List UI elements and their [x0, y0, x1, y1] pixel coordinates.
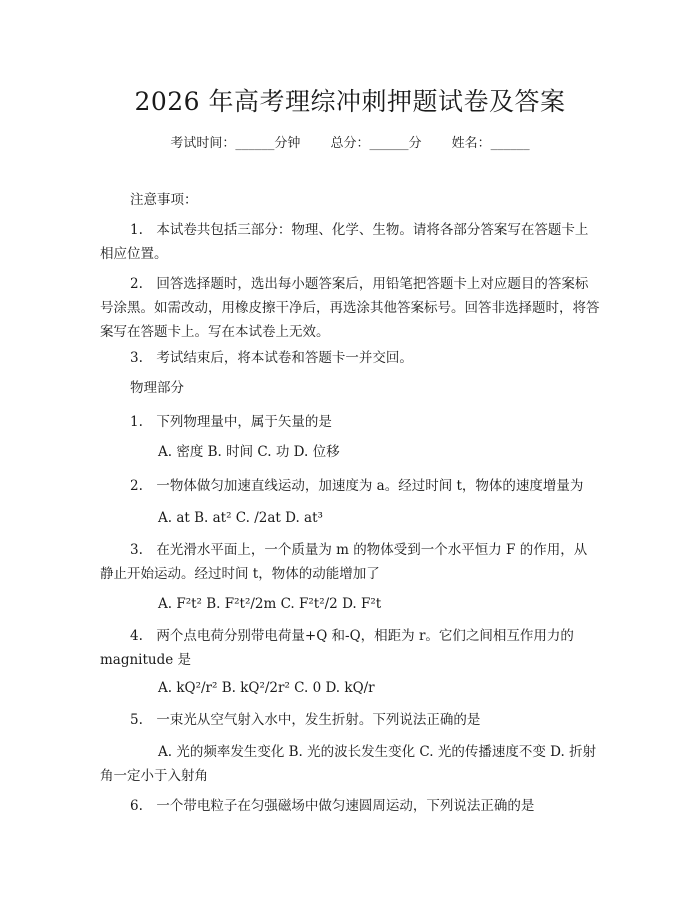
question-options: A. 密度 B. 时间 C. 功 D. 位移: [158, 444, 340, 460]
notice-item: 2. 回答选择题时，选出每小题答案后，用铅笔把答题卡上对应题目的答案标号涂黑。如需改动，用橡皮擦干净后，再选涂其他答案标号。回答非选择题时，将答案写在答题卡上。写在本试卷上无效。: [100, 276, 600, 340]
question-options: A. 光的频率发生变化 B. 光的波长发生变化 C. 光的传播速度不变 D. 折射角一定小于入射角: [100, 744, 597, 784]
total-score-field: 总分：______分: [330, 136, 422, 151]
page-title: 2026 年高考理综冲刺押题试卷及答案: [134, 87, 566, 116]
question-stem: 1. 下列物理量中，属于矢量的是: [130, 414, 332, 430]
question-stem: 6. 一个带电粒子在匀强磁场中做匀速圆周运动，下列说法正确的是: [130, 798, 535, 814]
section-heading-physics: 物理部分: [130, 380, 184, 396]
question-options: A. F²t² B. F²t²/2m C. F²t²/2 D. F²t: [158, 596, 382, 612]
exam-time-field: 考试时间：______分钟: [170, 136, 301, 151]
question-stem: 2. 一物体做匀加速直线运动，加速度为 a。经过时间 t，物体的速度增量为: [130, 478, 584, 494]
exam-meta: [0, 132, 700, 151]
notice-heading: 注意事项：: [130, 192, 198, 208]
notice-item: 3. 考试结束后，将本试卷和答题卡一并交回。: [130, 350, 413, 366]
student-name-field: 姓名：______: [451, 136, 530, 151]
question-stem: 4. 两个点电荷分别带电荷量+Q 和-Q，相距为 r。它们之间相互作用力的 magnitude 是: [100, 628, 574, 668]
question-options: A. kQ²/r² B. kQ²/2r² C. 0 D. kQ/r: [158, 680, 375, 696]
notice-item: 1. 本试卷共包括三部分：物理、化学、生物。请将各部分答案写在答题卡上相应位置。: [100, 222, 589, 262]
question-stem: 3. 在光滑水平面上，一个质量为 m 的物体受到一个水平恒力 F 的作用，从静止开始运动。经过时间 t，物体的动能增加了: [100, 542, 588, 582]
question-stem: 5. 一束光从空气射入水中，发生折射。下列说法正确的是: [130, 712, 481, 728]
question-options: A. at B. at² C. /2at D. at³: [158, 510, 323, 526]
